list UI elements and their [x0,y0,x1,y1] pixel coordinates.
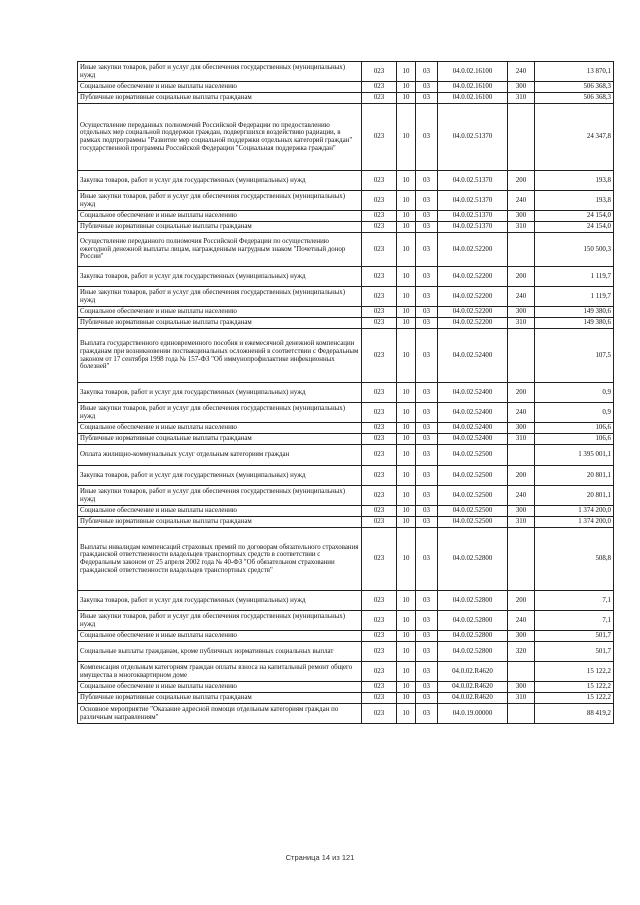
row-expense-type: 200 [508,267,535,287]
row-ved: 023 [362,693,397,704]
row-ved: 023 [362,591,397,611]
row-subsection: 03 [416,318,438,329]
row-subsection: 03 [416,642,438,662]
table-row [78,642,614,662]
row-target-code: 04.0.02.52500 [438,445,508,466]
row-section: 10 [397,631,416,642]
row-subsection: 03 [416,682,438,693]
row-expense-type: 200 [508,466,535,486]
row-ved: 023 [362,403,397,423]
budget-table [77,61,614,724]
row-name: Социальное обеспечение и иные выплаты населению [78,307,362,318]
row-ved: 023 [362,466,397,486]
row-ved: 023 [362,222,397,233]
row-section: 10 [397,211,416,222]
row-name: Социальное обеспечение и иные выплаты населению [78,682,362,693]
row-target-code: 04.0.02.51370 [438,171,508,191]
row-section: 10 [397,486,416,506]
table-row [78,82,614,93]
row-target-code: 04.0.02.16100 [438,82,508,93]
row-amount: 508,8 [535,528,614,591]
row-amount: 15 122,2 [535,693,614,704]
row-subsection: 03 [416,93,438,104]
row-section: 10 [397,318,416,329]
row-section: 10 [397,662,416,682]
row-ved: 023 [362,445,397,466]
row-ved: 023 [362,233,397,267]
row-name: Иные закупки товаров, работ и услуг для обеспечения государственных (муниципальных) нужд [78,611,362,631]
row-amount: 501,7 [535,642,614,662]
row-expense-type: 240 [508,486,535,506]
row-amount: 1 395 001,1 [535,445,614,466]
row-name: Социальное обеспечение и иные выплаты населению [78,211,362,222]
row-section: 10 [397,233,416,267]
row-ved: 023 [362,62,397,82]
row-ved: 023 [362,171,397,191]
row-ved: 023 [362,287,397,307]
row-amount: 506 368,3 [535,82,614,93]
row-name: Публичные нормативные социальные выплаты гражданам [78,222,362,233]
row-section: 10 [397,423,416,434]
row-amount: 106,6 [535,434,614,445]
row-subsection: 03 [416,82,438,93]
row-target-code: 04.0.19.00000 [438,704,508,724]
row-name: Публичные нормативные социальные выплаты гражданам [78,517,362,528]
row-amount: 20 801,1 [535,466,614,486]
row-amount: 193,8 [535,171,614,191]
row-section: 10 [397,104,416,171]
row-ved: 023 [362,662,397,682]
row-expense-type: 310 [508,517,535,528]
row-section: 10 [397,287,416,307]
row-section: 10 [397,82,416,93]
row-amount: 150 500,3 [535,233,614,267]
table-row [78,171,614,191]
row-subsection: 03 [416,233,438,267]
row-target-code: 04.0.02.52800 [438,631,508,642]
row-ved: 023 [362,211,397,222]
row-amount: 13 870,1 [535,62,614,82]
row-expense-type: 300 [508,307,535,318]
row-section: 10 [397,642,416,662]
row-name: Публичные нормативные социальные выплаты гражданам [78,434,362,445]
table-row [78,591,614,611]
row-target-code: 04.0.02.52800 [438,611,508,631]
row-subsection: 03 [416,466,438,486]
row-subsection: 03 [416,307,438,318]
row-expense-type: 200 [508,383,535,403]
row-subsection: 03 [416,222,438,233]
row-expense-type [508,528,535,591]
row-ved: 023 [362,506,397,517]
table-row [78,445,614,466]
row-section: 10 [397,591,416,611]
row-amount: 1 119,7 [535,287,614,307]
row-target-code: 04.0.02.16100 [438,62,508,82]
row-target-code: 04.0.02.52200 [438,307,508,318]
row-name: Социальное обеспечение и иные выплаты населению [78,82,362,93]
row-ved: 023 [362,307,397,318]
row-subsection: 03 [416,403,438,423]
row-expense-type: 320 [508,642,535,662]
row-ved: 023 [362,93,397,104]
row-ved: 023 [362,82,397,93]
row-name: Социальное обеспечение и иные выплаты населению [78,423,362,434]
table-row [78,466,614,486]
row-expense-type: 240 [508,191,535,211]
row-amount: 149 380,6 [535,307,614,318]
row-name: Социальное обеспечение и иные выплаты населению [78,631,362,642]
row-subsection: 03 [416,611,438,631]
row-amount: 24 347,8 [535,104,614,171]
table-row [78,611,614,631]
row-name: Компенсация отдельным категориям граждан оплаты взноса на капитальный ремонт общего имущества в многоквартирном доме [78,662,362,682]
table-row [78,486,614,506]
table-row [78,682,614,693]
row-subsection: 03 [416,267,438,287]
row-name: Закупка товаров, работ и услуг для государственных (муниципальных) нужд [78,383,362,403]
row-ved: 023 [362,682,397,693]
row-name: Иные закупки товаров, работ и услуг для обеспечения государственных (муниципальных) нужд [78,403,362,423]
row-section: 10 [397,403,416,423]
row-name: Социальное обеспечение и иные выплаты населению [78,506,362,517]
row-target-code: 04.0.02.51370 [438,211,508,222]
row-ved: 023 [362,423,397,434]
row-ved: 023 [362,528,397,591]
row-amount: 1 119,7 [535,267,614,287]
row-subsection: 03 [416,211,438,222]
row-ved: 023 [362,704,397,724]
row-expense-type: 300 [508,631,535,642]
row-name: Основное мероприятие "Оказание адресной помощи отдельным категориям граждан по различным направлениям" [78,704,362,724]
row-section: 10 [397,93,416,104]
row-amount: 506 368,3 [535,93,614,104]
row-target-code: 04.0.02.52200 [438,287,508,307]
table-row [78,62,614,82]
row-section: 10 [397,466,416,486]
row-ved: 023 [362,631,397,642]
table-row [78,307,614,318]
table-row [78,631,614,642]
row-target-code: 04.0.02.52500 [438,506,508,517]
row-expense-type: 300 [508,211,535,222]
row-expense-type [508,662,535,682]
row-target-code: 04.0.02.52200 [438,318,508,329]
row-amount: 7,1 [535,611,614,631]
table-row [78,423,614,434]
row-amount: 15 122,2 [535,662,614,682]
row-target-code: 04.0.02.16100 [438,93,508,104]
row-target-code: 04.0.02.52400 [438,403,508,423]
table-row [78,528,614,591]
row-subsection: 03 [416,62,438,82]
row-expense-type: 310 [508,93,535,104]
row-expense-type: 300 [508,423,535,434]
row-target-code: 04.0.02.52800 [438,642,508,662]
table-row [78,506,614,517]
row-subsection: 03 [416,104,438,171]
row-name: Осуществление переданного полномочия Российской Федерации по осуществлению ежегодной денежной выплаты лицам, награжденным нагрудным знаком "Почетный донор России" [78,233,362,267]
row-ved: 023 [362,486,397,506]
table-row [78,662,614,682]
row-name: Публичные нормативные социальные выплаты гражданам [78,93,362,104]
row-subsection: 03 [416,693,438,704]
table-row [78,693,614,704]
row-name: Осуществление переданных полномочий Российской Федерации по предоставлению отдельных мер социальной поддержки граждан, подвергшихся воздействию радиации, в рамках подпрограммы "Развитие мер социальной поддержки отдельных категорий граждан" государственной программы Российской Федерации "Социальная поддержка граждан" [78,104,362,171]
row-target-code: 04.0.02.52400 [438,423,508,434]
row-expense-type: 310 [508,222,535,233]
row-amount: 7,1 [535,591,614,611]
row-subsection: 03 [416,171,438,191]
row-amount: 107,5 [535,329,614,383]
table-row [78,517,614,528]
row-section: 10 [397,611,416,631]
row-amount: 24 154,0 [535,222,614,233]
row-section: 10 [397,434,416,445]
row-target-code: 04.0.02.52500 [438,486,508,506]
row-expense-type [508,233,535,267]
row-expense-type: 240 [508,62,535,82]
table-row [78,704,614,724]
table-row [78,211,614,222]
row-expense-type: 240 [508,611,535,631]
row-subsection: 03 [416,528,438,591]
row-subsection: 03 [416,662,438,682]
row-subsection: 03 [416,506,438,517]
row-expense-type: 310 [508,318,535,329]
row-subsection: 03 [416,631,438,642]
row-section: 10 [397,191,416,211]
row-section: 10 [397,329,416,383]
row-name: Иные закупки товаров, работ и услуг для обеспечения государственных (муниципальных) нужд [78,486,362,506]
row-name: Закупка товаров, работ и услуг для государственных (муниципальных) нужд [78,171,362,191]
row-target-code: 04.0.02.52800 [438,528,508,591]
row-section: 10 [397,307,416,318]
row-amount: 24 154,0 [535,211,614,222]
row-amount: 106,6 [535,423,614,434]
row-target-code: 04.0.02.52500 [438,517,508,528]
row-section: 10 [397,383,416,403]
table-row [78,104,614,171]
row-section: 10 [397,222,416,233]
row-amount: 0,9 [535,403,614,423]
row-ved: 023 [362,611,397,631]
table-row [78,191,614,211]
row-name: Оплата жилищно-коммунальных услуг отдельным категориям граждан [78,445,362,466]
row-amount: 88 419,2 [535,704,614,724]
row-target-code: 04.0.02.52400 [438,383,508,403]
row-target-code: 04.0.02.52200 [438,233,508,267]
row-ved: 023 [362,434,397,445]
row-target-code: 04.0.02.51370 [438,104,508,171]
row-amount: 0,9 [535,383,614,403]
row-ved: 023 [362,104,397,171]
row-name: Иные закупки товаров, работ и услуг для обеспечения государственных (муниципальных) нужд [78,287,362,307]
row-ved: 023 [362,642,397,662]
row-section: 10 [397,704,416,724]
row-expense-type: 310 [508,434,535,445]
page-footer: Страница 14 из 121 [285,853,355,862]
table-row [78,383,614,403]
row-name: Иные закупки товаров, работ и услуг для обеспечения государственных (муниципальных) нужд [78,191,362,211]
row-ved: 023 [362,267,397,287]
row-section: 10 [397,517,416,528]
table-row [78,222,614,233]
row-subsection: 03 [416,383,438,403]
row-section: 10 [397,267,416,287]
row-name: Выплата государственного единовременного пособия и ежемесячной денежной компенсации гражданам при возникновении поствакцинальных осложнений в соответствии с Федеральным законом от 17 сентября 1998 года № 157-ФЗ "Об иммунопрофилактике инфекционных болезней" [78,329,362,383]
row-ved: 023 [362,329,397,383]
row-subsection: 03 [416,517,438,528]
row-name: Публичные нормативные социальные выплаты гражданам [78,318,362,329]
table-row [78,434,614,445]
row-target-code: 04.0.02.52400 [438,434,508,445]
row-target-code: 04.0.02.52400 [438,329,508,383]
row-ved: 023 [362,517,397,528]
row-name: Закупка товаров, работ и услуг для государственных (муниципальных) нужд [78,591,362,611]
row-subsection: 03 [416,434,438,445]
row-name: Публичные нормативные социальные выплаты гражданам [78,693,362,704]
table-row [78,318,614,329]
row-section: 10 [397,682,416,693]
row-subsection: 03 [416,704,438,724]
row-amount: 501,7 [535,631,614,642]
row-expense-type: 200 [508,591,535,611]
row-section: 10 [397,506,416,517]
row-ved: 023 [362,318,397,329]
row-subsection: 03 [416,445,438,466]
row-amount: 149 380,6 [535,318,614,329]
row-subsection: 03 [416,287,438,307]
row-name: Социальные выплаты гражданам, кроме публичных нормативных социальных выплат [78,642,362,662]
row-name: Закупка товаров, работ и услуг для государственных (муниципальных) нужд [78,466,362,486]
row-expense-type [508,445,535,466]
row-expense-type: 200 [508,171,535,191]
row-expense-type: 300 [508,506,535,517]
row-subsection: 03 [416,591,438,611]
row-name: Выплаты инвалидам компенсаций страховых премий по договорам обязательного страхования гражданской ответственности владельцев транспортных средств в соответствии с Федеральным законом от 25 апреля 2002 года № 40-ФЗ "Об обязательном страховании гражданской ответственности владельцев транспортных средств" [78,528,362,591]
table-row [78,403,614,423]
row-amount: 20 801,1 [535,486,614,506]
row-target-code: 04.0.02.52800 [438,591,508,611]
row-ved: 023 [362,383,397,403]
row-expense-type: 240 [508,403,535,423]
row-expense-type: 310 [508,693,535,704]
row-amount: 193,8 [535,191,614,211]
row-subsection: 03 [416,423,438,434]
row-expense-type [508,704,535,724]
row-expense-type [508,329,535,383]
row-expense-type: 300 [508,82,535,93]
row-amount: 15 122,2 [535,682,614,693]
row-ved: 023 [362,191,397,211]
row-section: 10 [397,62,416,82]
row-target-code: 04.0.02.51370 [438,191,508,211]
row-name: Закупка товаров, работ и услуг для государственных (муниципальных) нужд [78,267,362,287]
table-body [78,62,614,724]
row-amount: 1 374 200,0 [535,506,614,517]
row-subsection: 03 [416,486,438,506]
table-row [78,267,614,287]
row-expense-type: 240 [508,287,535,307]
table-row [78,233,614,267]
row-expense-type: 300 [508,682,535,693]
row-section: 10 [397,528,416,591]
row-subsection: 03 [416,191,438,211]
row-target-code: 04.0.02.52200 [438,267,508,287]
row-section: 10 [397,171,416,191]
row-target-code: 04.0.02.R4620 [438,693,508,704]
row-target-code: 04.0.02.R4620 [438,682,508,693]
row-amount: 1 374 200,0 [535,517,614,528]
row-expense-type [508,104,535,171]
row-section: 10 [397,693,416,704]
table-row [78,287,614,307]
row-target-code: 04.0.02.52500 [438,466,508,486]
row-target-code: 04.0.02.51370 [438,222,508,233]
row-subsection: 03 [416,329,438,383]
table-row [78,93,614,104]
table-row [78,329,614,383]
row-name: Иные закупки товаров, работ и услуг для обеспечения государственных (муниципальных) нужд [78,62,362,82]
row-target-code: 04.0.02.R4620 [438,662,508,682]
row-section: 10 [397,445,416,466]
